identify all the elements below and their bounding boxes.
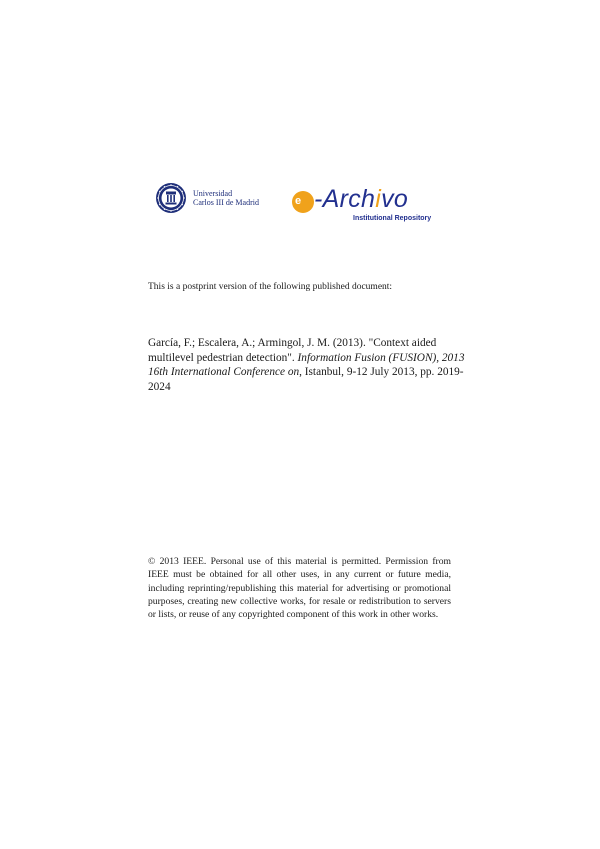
e-archivo-circle-icon	[292, 191, 314, 213]
university-name-line2: Carlos III de Madrid	[193, 198, 259, 207]
postprint-notice: This is a postprint version of the following published document:	[148, 282, 393, 292]
e-archivo-logo	[292, 184, 442, 226]
university-name	[193, 189, 259, 207]
e-archivo-subtitle: Institutional Repository	[353, 215, 432, 222]
e-archivo-wordmark-highlight: i	[375, 185, 382, 213]
citation-authors-title: García, F.; Escalera, A.; Armingol, J. M. (2013). "Context aided multilevel pedestrian detection".	[148, 337, 437, 364]
citation	[148, 336, 470, 394]
copyright-notice: © 2013 IEEE. Personal use of this material is permitted. Permission from IEEE must be obtained for all other uses, in any current or future media, including reprinting/republishing this material for advertising or promotional purposes, creating new collective works, for resale or redistribution to servers or lists, or reuse of any copyrighted component of this work in other works.	[148, 556, 451, 621]
university-logo	[155, 182, 259, 214]
e-archivo-wordmark-prefix: -Arch	[314, 185, 376, 213]
e-archivo-circle-letter: e	[295, 195, 302, 207]
university-seal-icon	[155, 182, 187, 214]
citation-details: , Istanbul, 9-12 July 2013, pp. 2019-2024	[148, 366, 464, 393]
e-archivo-wordmark	[314, 185, 408, 213]
citation-venue: Information Fusion (FUSION), 2013 16th International Conference on	[148, 351, 465, 378]
university-name-line1: Universidad	[193, 189, 233, 198]
e-archivo-wordmark-suffix: vo	[381, 185, 409, 213]
